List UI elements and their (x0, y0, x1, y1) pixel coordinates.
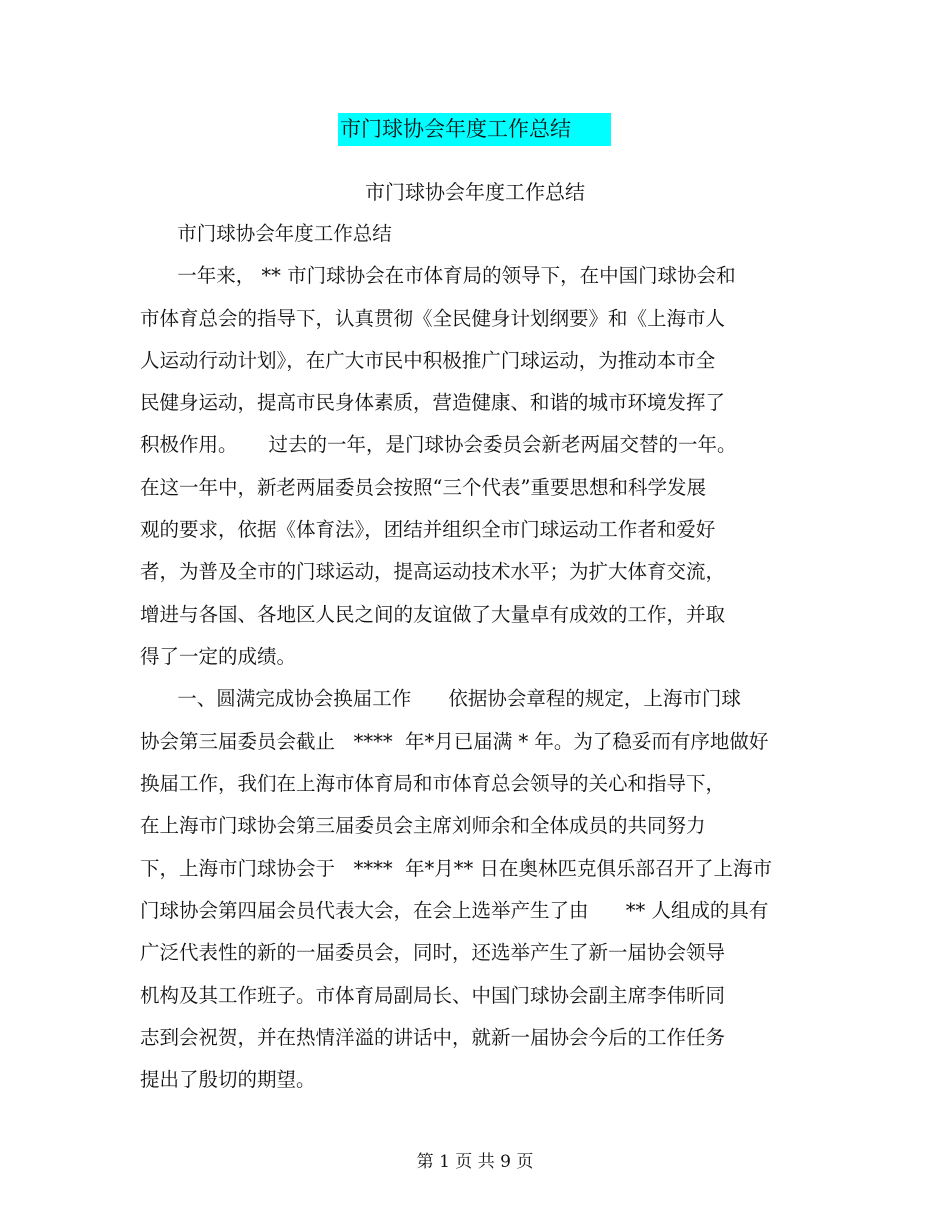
body-line: 协会第三届委员会截止 **** 年*月已届满 * 年。为了稳妥而有序地做好 (140, 730, 769, 753)
document-title: 市门球协会年度工作总结 (338, 113, 611, 146)
body-line: 人运动行动计划》，在广大市民中积极推广门球运动，为推动本市全 (140, 349, 716, 372)
body-line: 市门球协会年度工作总结 (140, 222, 392, 245)
body-line: 在上海市门球协会第三届委员会主席刘师余和全体成员的共同努力 (140, 814, 706, 837)
body-line: 者，为普及全市的门球运动，提高运动技术水平；为扩大体育交流， (140, 560, 726, 583)
body-line: 得了一定的成绩。 (140, 645, 297, 668)
body-line: 门球协会第四届会员代表大会，在会上选举产生了由 ** 人组成的具有 (140, 899, 769, 922)
body-line: 市体育总会的指导下，认真贯彻《全民健身计划纲要》和《上海市人 (140, 307, 726, 330)
body-line: 提出了殷切的期望。 (140, 1068, 316, 1091)
body-line: 下，上海市门球协会于 **** 年*月** 日在奥林匹克俱乐部召开了上海市 (140, 857, 772, 880)
body-line: 在这一年中，新老两届委员会按照“三个代表”重要思想和科学发展 (140, 476, 706, 499)
body-line: 民健身运动，提高市民身体素质，营造健康、和谐的城市环境发挥了 (140, 391, 726, 414)
body-line: 志到会祝贺，并在热情洋溢的讲话中，就新一届协会今后的工作任务 (140, 1026, 726, 1049)
body-line: 一年来， ** 市门球协会在市体育局的领导下，在中国门球协会和 (140, 264, 736, 287)
body-line: 机构及其工作班子。市体育局副局长、中国门球协会副主席李伟昕同 (140, 984, 726, 1007)
page-number: 第 1 页 共 9 页 (416, 1152, 534, 1172)
body-line: 换届工作，我们在上海市体育局和市体育总会领导的关心和指导下， (140, 772, 726, 795)
body-line: 一、圆满完成协会换届工作 依据协会章程的规定，上海市门球 (140, 687, 741, 710)
document-subtitle: 市门球协会年度工作总结 (365, 180, 585, 204)
body-line: 广泛代表性的新的一届委员会，同时，还选举产生了新一届协会领导 (140, 941, 726, 964)
body-line: 观的要求，依据《体育法》，团结并组织全市门球运动工作者和爱好 (140, 518, 716, 541)
body-line: 增进与各国、各地区人民之间的友谊做了大量卓有成效的工作，并取 (140, 603, 726, 626)
body-line: 积极作用。 过去的一年，是门球协会委员会新老两届交替的一年。 (140, 433, 737, 456)
